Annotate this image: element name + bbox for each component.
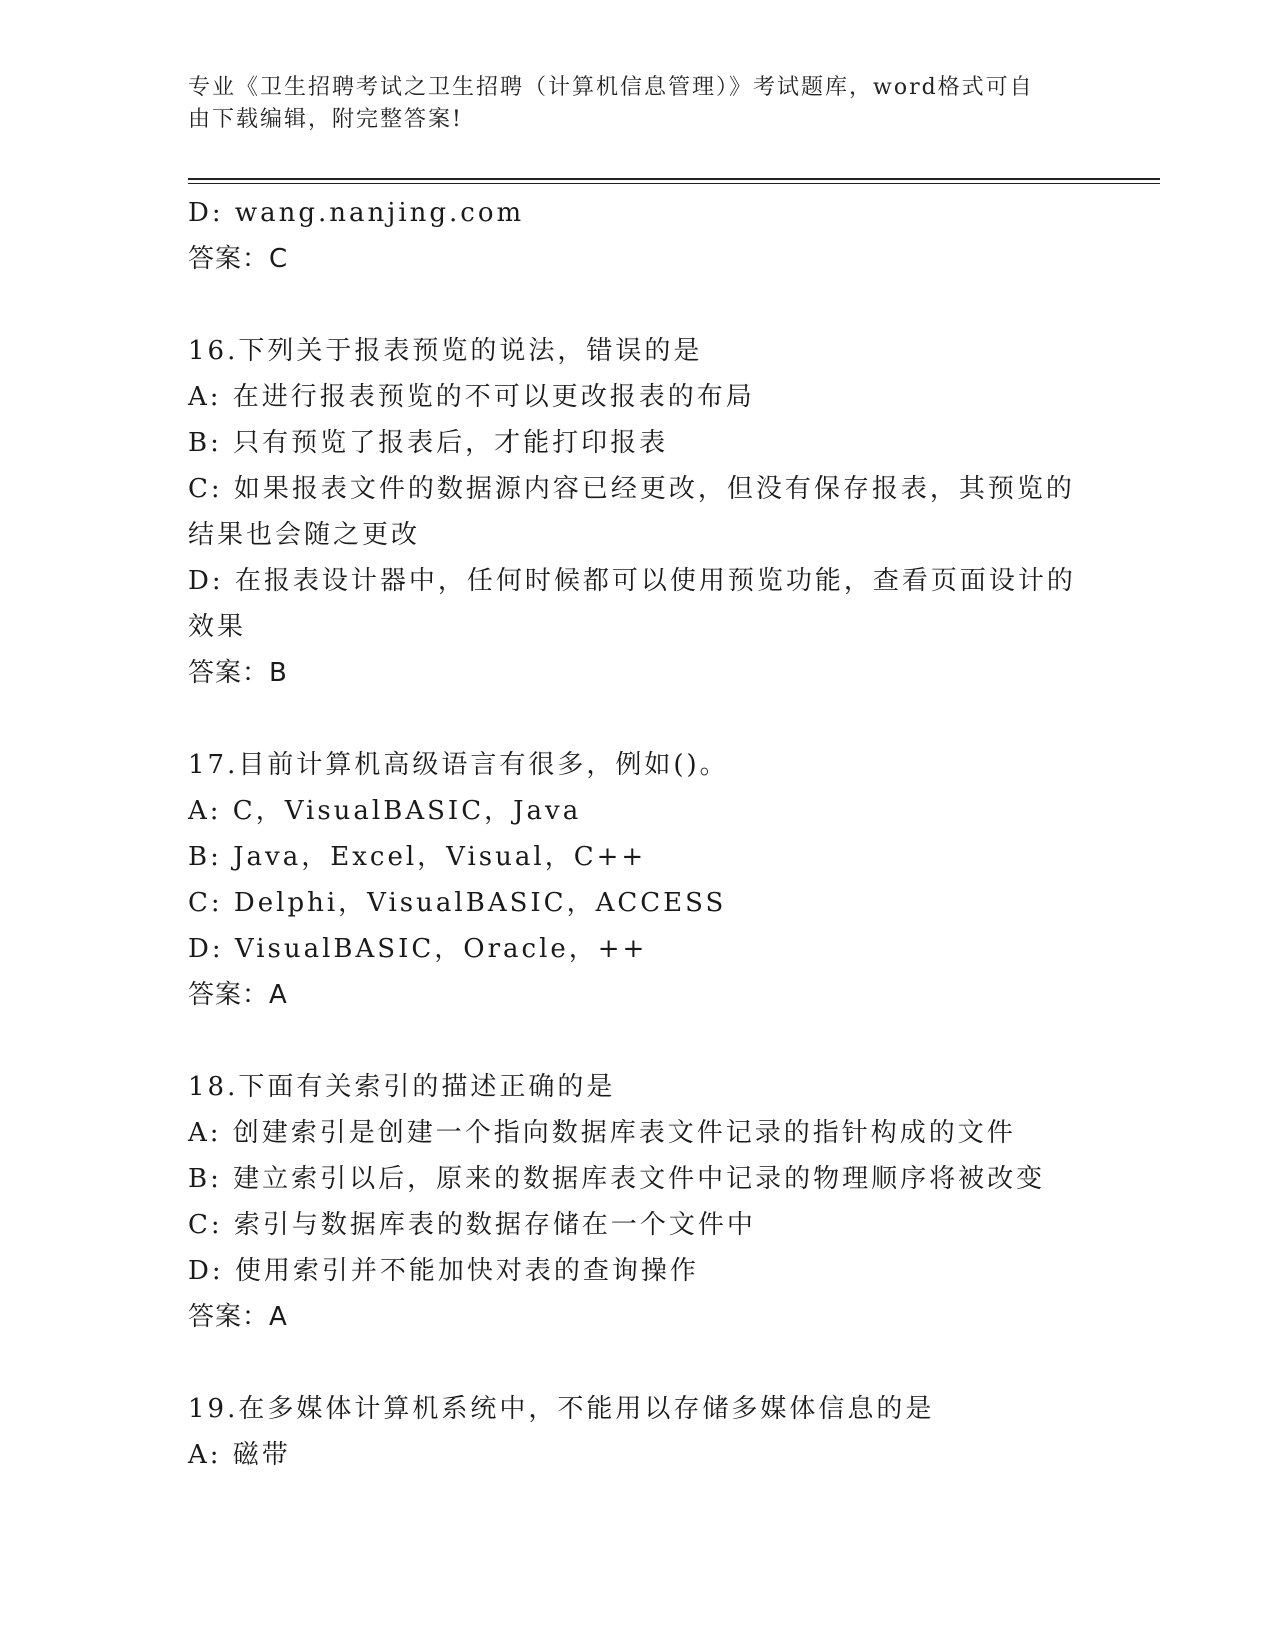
option-d: D: wang.nanjing.com <box>188 198 525 228</box>
question-18 <box>188 1064 1088 1340</box>
question-stem: 16.下列关于报表预览的说法，错误的是 <box>188 336 703 366</box>
option-c: C: Delphi，VisualBASIC，ACCESS <box>188 888 727 918</box>
option-a: A: 磁带 <box>188 1440 291 1470</box>
answer-line: 答案：C <box>188 244 289 274</box>
header-divider-thick <box>188 178 1160 180</box>
header-line-2: 由下载编辑，附完整答案! <box>188 107 463 132</box>
header-line-1: 专业《卫生招聘考试之卫生招聘（计算机信息管理）》考试题库，word格式可自 <box>188 75 1034 100</box>
option-b: B: 只有预览了报表后，才能打印报表 <box>188 428 669 458</box>
question-stem: 18.下面有关索引的描述正确的是 <box>188 1072 616 1102</box>
option-c: C: 索引与数据库表的数据存储在一个文件中 <box>188 1210 756 1240</box>
option-b: B: 建立索引以后，原来的数据库表文件中记录的物理顺序将被改变 <box>188 1164 1046 1194</box>
option-d: D: 使用索引并不能加快对表的查询操作 <box>188 1256 699 1286</box>
answer-line: 答案：B <box>188 658 288 688</box>
document-header <box>188 72 1068 136</box>
option-c-continued: 结果也会随之更改 <box>188 520 421 550</box>
question-content <box>188 190 1088 1478</box>
option-d-continued: 效果 <box>188 612 247 642</box>
question-16 <box>188 328 1088 696</box>
option-c: C: 如果报表文件的数据源内容已经更改，但没有保存报表，其预览的 <box>188 474 1075 504</box>
option-d: D: VisualBASIC，Oracle，++ <box>188 934 648 964</box>
option-d: D: 在报表设计器中，任何时候都可以使用预览功能，查看页面设计的 <box>188 566 1076 596</box>
question-stem: 19.在多媒体计算机系统中，不能用以存储多媒体信息的是 <box>188 1394 935 1424</box>
option-a: A: 创建索引是创建一个指向数据库表文件记录的指针构成的文件 <box>188 1118 1016 1148</box>
answer-line: 答案：A <box>188 980 288 1010</box>
option-a: A: C，VisualBASIC，Java <box>188 796 582 826</box>
option-b: B: Java，Excel，Visual，C++ <box>188 842 647 872</box>
question-19 <box>188 1386 1088 1478</box>
header-divider-thin <box>188 183 1160 184</box>
question-17 <box>188 742 1088 1018</box>
question-stem: 17.目前计算机高级语言有很多，例如()。 <box>188 750 729 780</box>
option-a: A: 在进行报表预览的不可以更改报表的布局 <box>188 382 755 412</box>
answer-line: 答案：A <box>188 1302 288 1332</box>
